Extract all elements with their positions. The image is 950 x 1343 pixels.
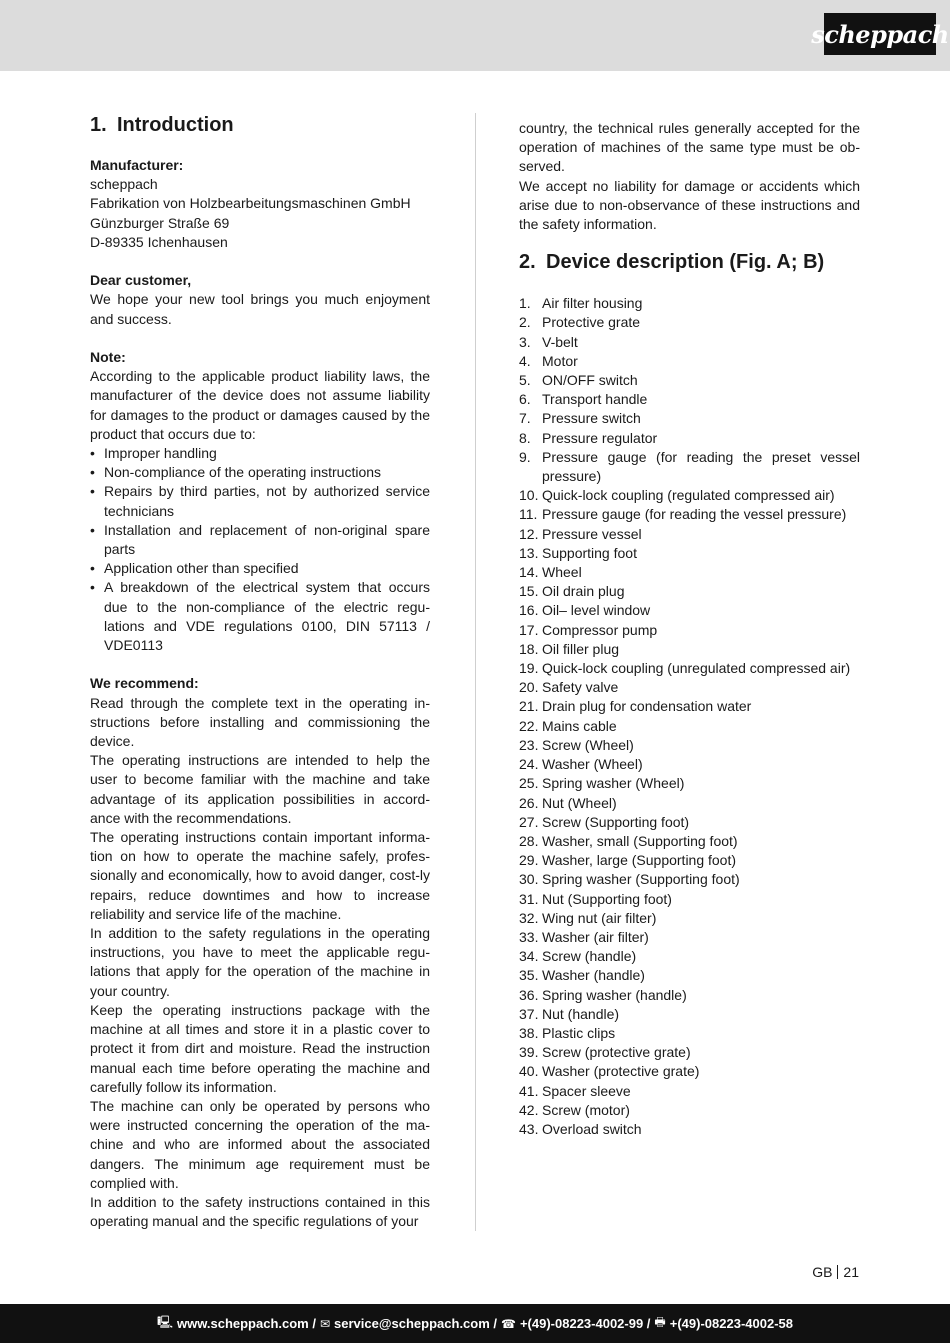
heading-number: 1.	[90, 114, 107, 136]
part-name: Washer, large (Supporting foot)	[542, 852, 737, 869]
part-name: Screw (Wheel)	[542, 736, 634, 753]
part-number: 31.	[519, 890, 539, 907]
part-name: Drain plug for condensation water	[542, 698, 752, 715]
list-item	[519, 505, 860, 524]
computer-icon: 🖳	[157, 1315, 174, 1329]
list-item	[519, 1043, 860, 1062]
continued-paragraph: We accept no liability for damage or accidents which arise due to non-observance of these instructions and the safety information.	[519, 177, 860, 233]
footer-bar	[0, 1304, 950, 1343]
part-number: 43.	[519, 1120, 539, 1137]
part-name: Motor	[542, 352, 578, 369]
part-number: 27.	[519, 813, 539, 830]
part-number: 6.	[519, 391, 531, 408]
part-name: Compressor pump	[542, 621, 658, 638]
part-number: 5.	[519, 372, 531, 389]
list-item	[519, 1120, 860, 1139]
page-number	[812, 1264, 859, 1280]
part-number: 4.	[519, 352, 531, 369]
list-item	[519, 1082, 860, 1101]
right-column	[519, 119, 860, 1139]
page-number-value: 21	[843, 1264, 859, 1280]
part-number: 32.	[519, 909, 539, 926]
part-name: Screw (handle)	[542, 948, 637, 965]
part-name: Protective grate	[542, 314, 641, 331]
list-item	[519, 678, 860, 697]
part-number: 14.	[519, 564, 539, 581]
recommend-paragraph: In addition to the safety regulations in the operating instructions, you have to meet the applicable regu-lations that apply for the operation of the machine in your country.	[90, 925, 430, 999]
list-item	[519, 486, 860, 505]
part-name: Quick-lock coupling (regulated compressed air)	[542, 487, 835, 504]
list-item	[519, 928, 860, 947]
continued-paragraph: country, the technical rules generally accepted for the operation of machines of the same type must be ob-served.	[519, 120, 860, 175]
list-item	[519, 294, 860, 313]
part-number: 13.	[519, 544, 539, 561]
part-number: 34.	[519, 948, 539, 965]
manufacturer-address	[90, 175, 430, 252]
list-item	[519, 1024, 860, 1043]
part-number: 7.	[519, 410, 531, 427]
list-item	[519, 1005, 860, 1024]
part-name: Wing nut (air filter)	[542, 909, 657, 926]
part-number: 36.	[519, 986, 539, 1003]
part-name: Wheel	[542, 564, 582, 581]
part-number: 23.	[519, 736, 539, 753]
part-name: Overload switch	[542, 1120, 642, 1137]
list-item	[519, 409, 860, 428]
part-number: 16.	[519, 602, 539, 619]
part-name: Pressure gauge (for reading the preset vessel pressure)	[542, 448, 860, 485]
part-number: 10.	[519, 487, 539, 504]
list-item	[519, 966, 860, 985]
recommend-paragraph: In addition to the safety instructions contained in this operating manual and the specific regulations of your	[90, 1193, 430, 1230]
list-item	[519, 371, 860, 390]
footer-email[interactable]: service@scheppach.com /	[334, 1316, 498, 1331]
part-number: 26.	[519, 794, 539, 811]
list-item	[519, 544, 860, 563]
note-label: Note:	[90, 349, 126, 365]
part-number: 29.	[519, 852, 539, 869]
list-item	[519, 755, 860, 774]
left-column	[90, 112, 430, 1231]
footer-fax: +(49)-08223-4002-58	[669, 1316, 793, 1331]
part-name: Pressure switch	[542, 410, 641, 427]
list-item	[519, 429, 860, 448]
part-number: 11.	[519, 506, 538, 523]
part-name: Spring washer (handle)	[542, 986, 687, 1003]
note-bullet-item: • Repairs by third parties, not by authorized service technicians	[90, 482, 430, 520]
part-number: 37.	[519, 1005, 539, 1022]
part-name: Washer (air filter)	[542, 928, 649, 945]
part-name: V-belt	[542, 333, 578, 350]
part-number: 3.	[519, 333, 531, 350]
address-line: D-89335 Ichenhausen	[90, 233, 228, 250]
list-item	[519, 717, 860, 736]
list-item	[519, 1101, 860, 1120]
list-item	[519, 390, 860, 409]
list-item	[519, 890, 860, 909]
part-number: 25.	[519, 775, 539, 792]
page-lang: GB	[812, 1264, 833, 1280]
part-name: ON/OFF switch	[542, 372, 638, 389]
scheppach-logo: scheppach	[824, 13, 936, 55]
part-number: 33.	[519, 928, 539, 945]
customer-text: We hope your new tool brings you much enjoyment and success.	[90, 291, 430, 327]
mail-icon: ✉	[319, 1316, 331, 1331]
list-item	[519, 659, 860, 678]
list-item	[519, 621, 860, 640]
part-number: 1.	[519, 295, 531, 312]
part-number: 17.	[519, 621, 539, 638]
list-item	[519, 947, 860, 966]
part-number: 20.	[519, 679, 539, 696]
list-item	[519, 794, 860, 813]
part-number: 18.	[519, 640, 539, 657]
parts-list	[519, 294, 860, 1139]
address-line: Günzburger Straße 69	[90, 214, 230, 231]
part-number: 19.	[519, 660, 539, 677]
recommend-label: We recommend:	[90, 675, 199, 692]
list-item	[519, 813, 860, 832]
heading-text: Introduction	[117, 114, 234, 136]
part-name: Spring washer (Wheel)	[542, 775, 685, 792]
list-item	[519, 697, 860, 716]
note-text: According to the applicable product liability laws, the manufacturer of the device does not assume liability for damages to the product or damages caused by the product that occurs due to:	[90, 368, 430, 442]
list-item	[519, 448, 860, 486]
heading-text: Device description (Fig. A; B)	[546, 251, 825, 274]
part-name: Pressure regulator	[542, 429, 658, 446]
part-name: Spring washer (Supporting foot)	[542, 871, 740, 888]
part-name: Oil– level window	[542, 602, 651, 619]
part-number: 15.	[519, 583, 539, 600]
list-item	[519, 601, 860, 620]
part-number: 35.	[519, 967, 539, 984]
part-name: Washer (protective grate)	[542, 1063, 700, 1080]
heading-number: 2.	[519, 251, 536, 274]
part-name: Nut (Supporting foot)	[542, 890, 672, 907]
part-name: Air filter housing	[542, 295, 643, 312]
part-name: Washer (handle)	[542, 967, 645, 984]
list-item	[519, 851, 860, 870]
list-item	[519, 333, 860, 352]
part-number: 24.	[519, 756, 539, 773]
list-item	[519, 909, 860, 928]
part-number: 8.	[519, 429, 531, 446]
recommend-paragraph: The operating instructions contain important informa-tion on how to operate the machine safely, profes-sionally and economically, how to avoid danger, cost-ly repairs, reduce downtimes and how to increase reliability and service life of the machine.	[90, 829, 430, 922]
recommend-paragraph: Read through the complete text in the operating in-structions before installing and commissioning the device.	[90, 694, 430, 750]
list-item	[519, 313, 860, 332]
section-heading-introduction	[90, 112, 430, 138]
part-number: 22.	[519, 717, 539, 734]
list-item	[519, 1062, 860, 1081]
list-item	[519, 870, 860, 889]
address-line: scheppach	[90, 176, 158, 193]
part-number: 9.	[519, 448, 531, 465]
part-name: Oil drain plug	[542, 583, 625, 600]
recommend-text	[90, 694, 430, 1232]
list-item	[519, 525, 860, 544]
part-number: 40.	[519, 1063, 539, 1080]
part-name: Washer, small (Supporting foot)	[542, 832, 738, 849]
recommend-paragraph: Keep the operating instructions package with the machine at all times and store it in a plastic cover to protect it from dirt and moisture. Read the instruction manual each time before operating the machine and carefully follow its information.	[90, 1001, 430, 1095]
manufacturer-label: Manufacturer:	[90, 157, 184, 173]
note-bullet-item: • Improper handling	[90, 444, 430, 463]
part-number: 21.	[519, 698, 539, 715]
list-item	[519, 352, 860, 371]
customer-label: Dear customer,	[90, 272, 192, 289]
part-name: Nut (Wheel)	[542, 794, 617, 811]
header-band	[0, 0, 950, 71]
part-name: Mains cable	[542, 717, 617, 734]
part-number: 30.	[519, 871, 539, 888]
part-name: Plastic clips	[542, 1024, 616, 1041]
list-item	[519, 832, 860, 851]
list-item	[519, 986, 860, 1005]
part-name: Screw (Supporting foot)	[542, 813, 690, 830]
list-item	[519, 563, 860, 582]
part-number: 39.	[519, 1044, 539, 1061]
fax-icon: 🖶	[654, 1315, 666, 1329]
part-name: Pressure vessel	[542, 525, 642, 542]
part-name: Nut (handle)	[542, 1005, 620, 1022]
section-heading-device-description	[519, 249, 860, 275]
list-item	[519, 736, 860, 755]
part-number: 12.	[519, 525, 539, 542]
part-number: 38.	[519, 1024, 539, 1041]
list-item	[519, 582, 860, 601]
footer-web[interactable]: www.scheppach.com /	[177, 1316, 316, 1331]
part-name: Washer (Wheel)	[542, 756, 643, 773]
list-item	[519, 640, 860, 659]
part-number: 42.	[519, 1101, 539, 1118]
phone-icon: ☎	[501, 1316, 516, 1331]
part-number: 41.	[519, 1082, 539, 1099]
note-bullet-item: • A breakdown of the electrical system that occurs due to the non-compliance of the electric regu-lations and VDE regulations 0100, DIN 57113 / VDE0113	[90, 578, 430, 655]
part-name: Safety valve	[542, 679, 619, 696]
continued-text	[519, 119, 860, 234]
part-name: Transport handle	[542, 391, 648, 408]
part-name: Spacer sleeve	[542, 1082, 631, 1099]
part-number: 2.	[519, 314, 531, 331]
note-bullet-item: • Application other than specified	[90, 559, 430, 578]
address-line: Fabrikation von Holzbearbeitungsmaschinen GmbH	[90, 195, 411, 212]
footer-phone: +(49)-08223-4002-99 /	[519, 1316, 651, 1331]
part-name: Supporting foot	[542, 544, 637, 561]
part-name: Screw (protective grate)	[542, 1044, 691, 1061]
recommend-paragraph: The operating instructions are intended to help the user to become familiar with the machine and take advantage of its application possibilities in accord-ance with the recommendations.	[90, 752, 430, 826]
column-divider	[475, 113, 476, 1231]
part-name: Screw (motor)	[542, 1101, 630, 1118]
part-name: Oil filler plug	[542, 640, 620, 657]
recommend-paragraph: The machine can only be operated by persons who were instructed concerning the operation of the ma-chine and who are informed about the associated dangers. The minimum age requirement must be complied with.	[90, 1097, 430, 1191]
note-bullet-item: • Installation and replacement of non-original spare parts	[90, 521, 430, 559]
part-number: 28.	[519, 832, 539, 849]
note-bullet-item: • Non-compliance of the operating instructions	[90, 463, 430, 482]
part-name: Quick-lock coupling (unregulated compressed air)	[542, 660, 851, 677]
note-bullet-list	[90, 444, 430, 655]
list-item	[519, 774, 860, 793]
part-name: Pressure gauge (for reading the vessel pressure)	[542, 506, 847, 523]
